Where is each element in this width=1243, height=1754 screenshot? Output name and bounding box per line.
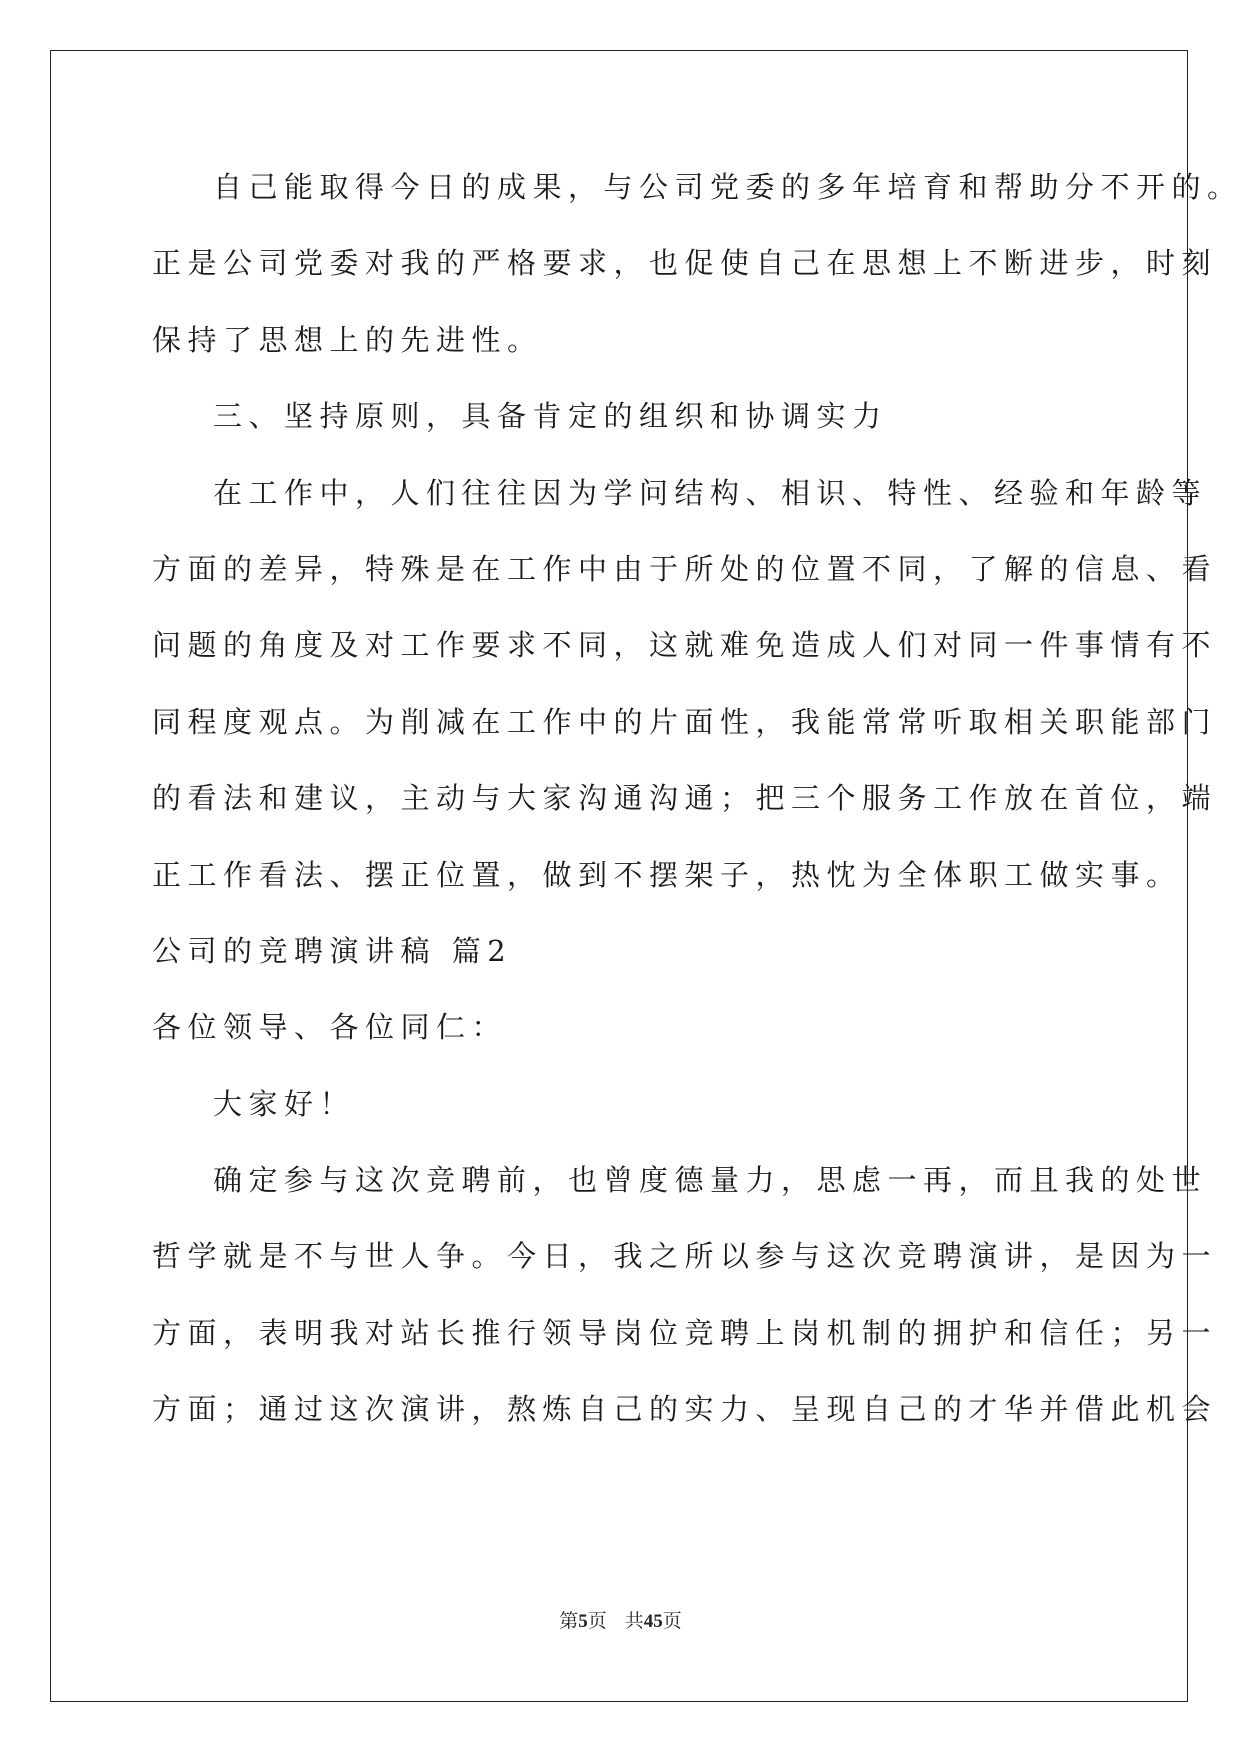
document-body <box>152 165 1243 1464</box>
paragraph-line: 的看法和建议，主动与大家沟通沟通；把三个服务工作放在首位，端 <box>152 781 1218 816</box>
paragraph-line: 正是公司党委对我的严格要求，也促使自己在思想上不断进步，时刻 <box>152 246 1218 281</box>
total-suffix: 页 <box>662 1611 682 1632</box>
page-number: 5 <box>578 1611 588 1632</box>
paragraph-line: 哲学就是不与世人争。今日，我之所以参与这次竞聘演讲，是因为一 <box>152 1239 1218 1274</box>
paragraph-line: 问题的角度及对工作要求不同，这就难免造成人们对同一件事情有不 <box>152 628 1218 663</box>
page-suffix: 页 <box>587 1611 607 1632</box>
paragraph-line: 确定参与这次竞聘前，也曾度德量力，思虑一再，而且我的处世 <box>213 1163 1208 1198</box>
total-prefix: 共 <box>624 1611 644 1632</box>
paragraph-line: 自己能取得今日的成果，与公司党委的多年培育和帮助分不开的。 <box>213 170 1243 204</box>
section-heading: 三、坚持原则，具备肯定的组织和协调实力 <box>213 399 888 434</box>
paragraph-line: 方面的差异，特殊是在工作中由于所处的位置不同，了解的信息、看 <box>152 551 1218 586</box>
salutation: 各位领导、各位同仁： <box>152 1010 508 1045</box>
total-pages: 45 <box>643 1611 663 1632</box>
paragraph-line: 正工作看法、摆正位置，做到不摆架子，热忱为全体职工做实事。 <box>152 857 1182 892</box>
paragraph-line: 同程度观点。为削减在工作中的片面性，我能常常听取相关职能部门 <box>152 704 1218 739</box>
paragraph-line: 方面；通过这次演讲，熬炼自己的实力、呈现自己的才华并借此机会 <box>152 1392 1218 1427</box>
page-footer <box>0 1610 1241 1634</box>
article-title: 公司的竞聘演讲稿 篇2 <box>152 933 513 968</box>
paragraph-line: 在工作中，人们往往因为学问结构、相识、特性、经验和年龄等 <box>213 475 1208 510</box>
paragraph-line: 方面，表明我对站长推行领导岗位竞聘上岗机制的拥护和信任；另一 <box>152 1315 1218 1350</box>
page-prefix: 第 <box>559 1611 579 1632</box>
greeting: 大家好！ <box>213 1086 356 1121</box>
paragraph-line: 保持了思想上的先进性。 <box>152 322 543 357</box>
